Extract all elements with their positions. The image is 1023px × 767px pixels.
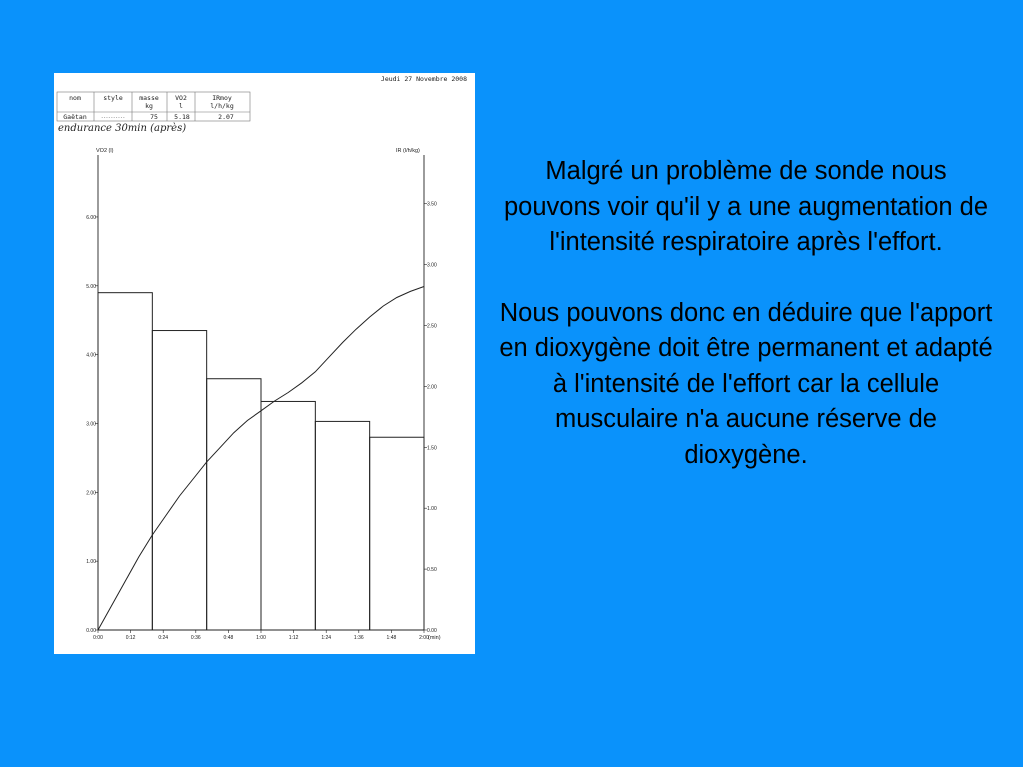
right-axis-tick-label: 1.50 xyxy=(427,445,437,452)
vo2-bar xyxy=(98,293,152,630)
right-axis-tick-label: 3.50 xyxy=(427,201,437,208)
table-cell-irmoy: 2.07 xyxy=(218,113,234,121)
table-header-irmoy-unit: l/h/kg xyxy=(210,102,234,110)
x-axis-tick-label: 1:48 xyxy=(386,635,397,641)
x-axis-tick-label: 1:36 xyxy=(353,635,364,641)
x-axis-tick-label: 0:48 xyxy=(223,635,234,641)
x-axis-tick-label: 0:24 xyxy=(158,635,169,641)
right-axis-tick-label: 0.50 xyxy=(427,567,437,574)
table-header-vo2-unit: l xyxy=(179,102,183,110)
right-axis-tick-label: 0.00 xyxy=(427,628,437,634)
date-label: Jeudi 27 Novembre 2008 xyxy=(380,75,467,83)
left-axis-label: VO2 (l) xyxy=(96,148,114,154)
vo2-bar xyxy=(315,421,369,630)
table-header-masse: masse xyxy=(139,94,159,102)
table-header-masse-unit: kg xyxy=(145,102,153,110)
left-axis-tick-label: 3.00 xyxy=(86,421,96,428)
left-axis-tick-label: 0.00 xyxy=(86,628,96,634)
vo2-bar xyxy=(370,437,424,630)
scanned-document xyxy=(54,73,475,654)
left-axis-tick-label: 2.00 xyxy=(86,490,96,497)
x-axis-tick-label: 2:00 xyxy=(419,635,429,641)
table-cell-masse: 75 xyxy=(150,113,158,121)
left-axis-tick-label: 4.00 xyxy=(86,352,96,359)
x-axis-tick-label: 1:12 xyxy=(288,635,299,641)
left-axis-tick-label: 5.00 xyxy=(86,283,96,290)
vo2-bar xyxy=(152,331,206,630)
table-cell-style: ---------- xyxy=(100,115,126,120)
table-header-irmoy: IRmoy xyxy=(212,94,232,102)
x-axis-tick-label: 1:24 xyxy=(321,635,332,641)
x-axis-tick-label: 0:36 xyxy=(190,635,201,641)
left-axis-tick-label: 1.00 xyxy=(86,559,96,566)
vo2-bar xyxy=(261,401,315,630)
scan-chart xyxy=(54,73,475,654)
table-header-nom: nom xyxy=(69,94,81,102)
x-axis-tick-label: 0:00 xyxy=(93,635,103,641)
x-axis-unit: (min) xyxy=(428,635,441,641)
right-axis-tick-label: 2.50 xyxy=(427,323,437,330)
left-axis-tick-label: 6.00 xyxy=(86,214,96,221)
right-axis-tick-label: 3.00 xyxy=(427,262,437,269)
handwritten-note: endurance 30min (après) xyxy=(58,123,187,134)
paragraph-conclusion: Nous pouvons donc en déduire que l'apport en dioxygène doit être permanent et adapté à l'intensité de l'effort car la cellule musculaire n'a aucune réserve de dioxygène. xyxy=(499,298,993,469)
table-cell-name: Gaëtan xyxy=(63,113,87,121)
right-axis-label: IR (l/h/kg) xyxy=(396,148,420,154)
table-header-vo2: VO2 xyxy=(175,94,187,102)
table-cell-vo2: 5.18 xyxy=(174,113,190,121)
x-axis-tick-label: 1:00 xyxy=(256,635,266,641)
table-header-style: style xyxy=(103,94,123,102)
x-axis-tick-label: 0:12 xyxy=(125,635,136,641)
explanation-text xyxy=(496,154,996,473)
right-axis-tick-label: 1.00 xyxy=(427,506,437,513)
paragraph-observation: Malgré un problème de sonde nous pouvons voir qu'il y a une augmentation de l'intensité respiratoire après l'effort. xyxy=(503,157,989,256)
right-axis-tick-label: 2.00 xyxy=(427,384,437,391)
